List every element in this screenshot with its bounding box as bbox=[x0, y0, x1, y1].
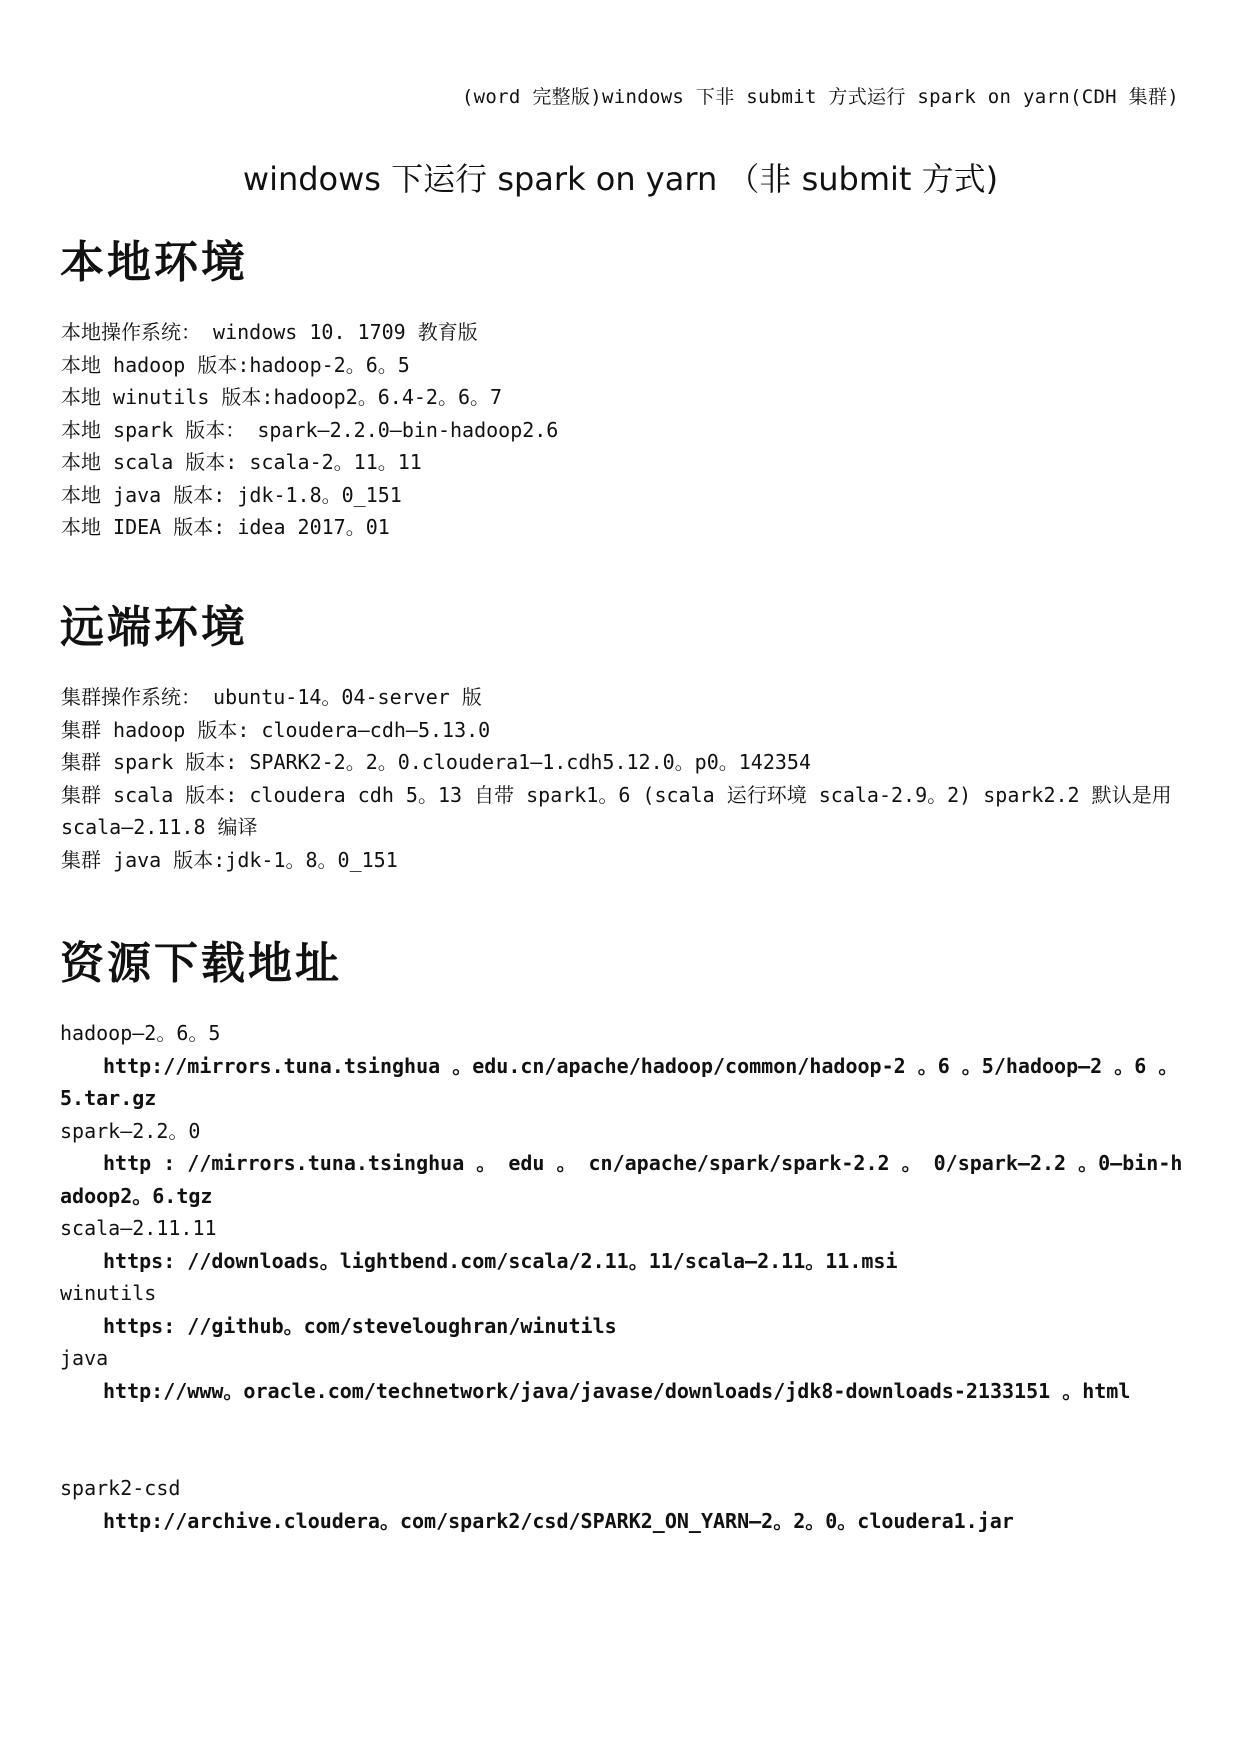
resource-name: scala—2.11.11 bbox=[60, 1216, 217, 1240]
remote-environment-list bbox=[61, 681, 1191, 876]
heading-local-environment: 本地环境 bbox=[60, 237, 248, 288]
resource-link[interactable]: http : //mirrors.tuna.tsinghua 。 edu 。 cn/apache/spark/spark-2.2 。 0/spark—2.2 。0—bin-hadoop2。6.tgz bbox=[60, 1151, 1183, 1208]
local-idea-line: 本地 IDEA 版本: idea 2017。01 bbox=[61, 515, 390, 539]
cluster-hadoop-line: 集群 hadoop 版本: cloudera—cdh—5.13.0 bbox=[61, 717, 491, 742]
resource-item-spark bbox=[60, 1115, 1185, 1213]
resource-item-winutils bbox=[60, 1277, 1185, 1342]
resource-list bbox=[60, 1017, 1185, 1537]
resource-name: java bbox=[60, 1346, 109, 1370]
cluster-os-line: 集群操作系统： ubuntu-14。04-server 版 bbox=[61, 685, 482, 709]
local-scala-line: 本地 scala 版本: scala-2。11。11 bbox=[61, 450, 422, 474]
cluster-scala-line: 集群 scala 版本: cloudera cdh 5。13 自带 spark1。6 (scala 运行环境 scala-2.9。2) spark2.2 默认是用 scala—2.11.8 编译 bbox=[61, 782, 1172, 839]
resource-item-scala bbox=[60, 1212, 1185, 1277]
resource-item-hadoop bbox=[60, 1017, 1185, 1115]
resource-name: hadoop—2。6。5 bbox=[60, 1021, 221, 1045]
local-environment-list bbox=[61, 316, 1191, 544]
running-header: (word 完整版)windows 下非 submit 方式运行 spark on yarn(CDH 集群) bbox=[461, 86, 1179, 108]
resource-link[interactable]: http://archive.cloudera。com/spark2/csd/SPARK2_ON_YARN—2。2。0。cloudera1.jar bbox=[103, 1508, 1014, 1533]
resource-name: spark2-csd bbox=[60, 1476, 181, 1500]
resource-name: spark—2.2。0 bbox=[60, 1118, 201, 1143]
resource-link[interactable]: http://mirrors.tuna.tsinghua 。edu.cn/apache/hadoop/common/hadoop-2 。6 。5/hadoop—2 。6 。5.tar.gz bbox=[60, 1053, 1179, 1110]
local-os-line: 本地操作系统： windows 10. 1709 教育版 bbox=[61, 320, 478, 344]
resource-name: winutils bbox=[60, 1281, 157, 1305]
document-title: windows 下运行 spark on yarn （非 submit 方式) bbox=[242, 160, 999, 198]
resource-item-java bbox=[60, 1342, 1185, 1407]
local-java-line: 本地 java 版本: jdk-1.8。0_151 bbox=[61, 482, 402, 507]
resource-link[interactable]: http://www。oracle.com/technetwork/java/javase/downloads/jdk8-downloads-2133151 。html bbox=[103, 1378, 1131, 1403]
heading-resource-downloads: 资源下载地址 bbox=[60, 938, 342, 989]
local-winutils-line: 本地 winutils 版本:hadoop2。6.4-2。6。7 bbox=[61, 385, 503, 409]
heading-remote-environment: 远端环境 bbox=[60, 602, 248, 653]
resource-item-spark2-csd bbox=[60, 1472, 1185, 1537]
resource-link[interactable]: https: //downloads。lightbend.com/scala/2.11。11/scala—2.11。11.msi bbox=[103, 1248, 898, 1273]
cluster-spark-line: 集群 spark 版本: SPARK2-2。2。0.cloudera1—1.cdh5.12.0。p0。142354 bbox=[61, 750, 812, 774]
local-hadoop-line: 本地 hadoop 版本:hadoop-2。6。5 bbox=[61, 352, 410, 377]
resource-link[interactable]: https: //github。com/steveloughran/winutils bbox=[103, 1313, 617, 1338]
cluster-java-line: 集群 java 版本:jdk-1。8。0_151 bbox=[61, 847, 398, 872]
local-spark-line: 本地 spark 版本： spark—2.2.0—bin-hadoop2.6 bbox=[61, 417, 559, 442]
